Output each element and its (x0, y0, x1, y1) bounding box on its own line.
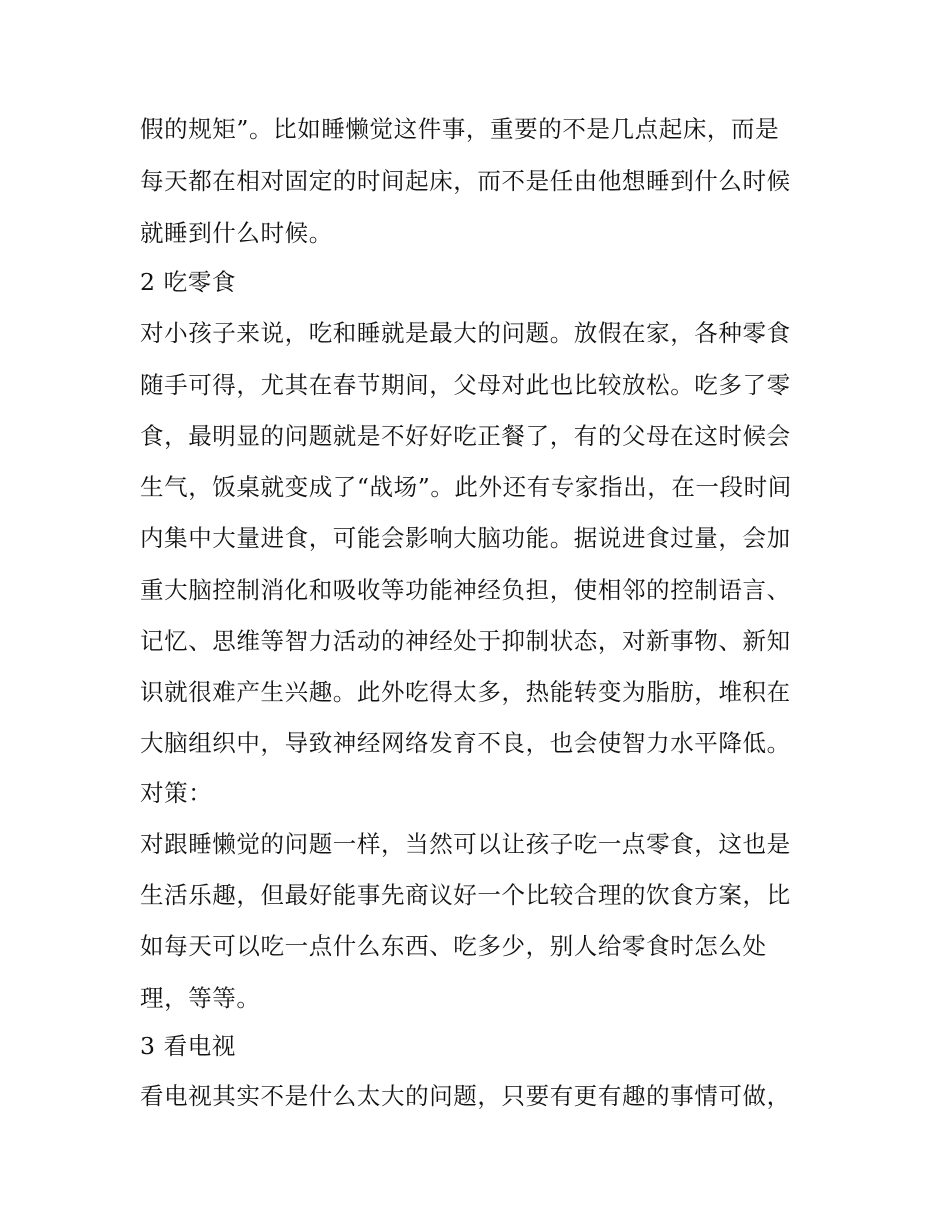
text-line: 生气，饭桌就变成了“战场”。此外还有专家指出，在一段时间 (140, 473, 792, 501)
text-line: 生活乐趣，但最好能事先商议好一个比较合理的饮食方案，比 (140, 881, 791, 909)
text-line: 看电视其实不是什么太大的问题，只要有更有趣的事情可做， (140, 1082, 791, 1110)
text-line: 内集中大量进食，可能会影响大脑功能。据说进食过量，会加 (140, 524, 791, 552)
text-line: 每天都在相对固定的时间起床，而不是任由他想睡到什么时候 (140, 167, 791, 195)
section-heading: 2 吃零食 (140, 268, 236, 296)
text-line: 理，等等。 (140, 984, 261, 1012)
text-line: 记忆、思维等智力活动的神经处于抑制状态，对新事物、新知 (140, 627, 791, 655)
text-line: 对跟睡懒觉的问题一样，当然可以让孩子吃一点零食，这也是 (140, 830, 791, 858)
text-line: 随手可得，尤其在春节期间，父母对此也比较放松。吃多了零 (140, 371, 791, 399)
section-heading: 3 看电视 (140, 1032, 236, 1060)
subheading: 对策： (140, 779, 213, 807)
text-line: 识就很难产生兴趣。此外吃得太多，热能转变为脂肪，堆积在 (140, 678, 791, 706)
text-line: 对小孩子来说，吃和睡就是最大的问题。放假在家，各种零食 (140, 319, 791, 347)
text-line: 假的规矩”。比如睡懒觉这件事，重要的不是几点起床，而是 (140, 115, 780, 143)
text-line: 食，最明显的问题就是不好好吃正餐了，有的父母在这时候会 (140, 422, 791, 450)
text-line: 重大脑控制消化和吸收等功能神经负担，使相邻的控制语言、 (140, 576, 791, 604)
text-line: 就睡到什么时候。 (140, 219, 333, 247)
text-line: 大脑组织中，导致神经网络发育不良，也会使智力水平降低。 (140, 729, 791, 757)
text-line: 如每天可以吃一点什么东西、吃多少，别人给零食时怎么处 (140, 932, 767, 960)
